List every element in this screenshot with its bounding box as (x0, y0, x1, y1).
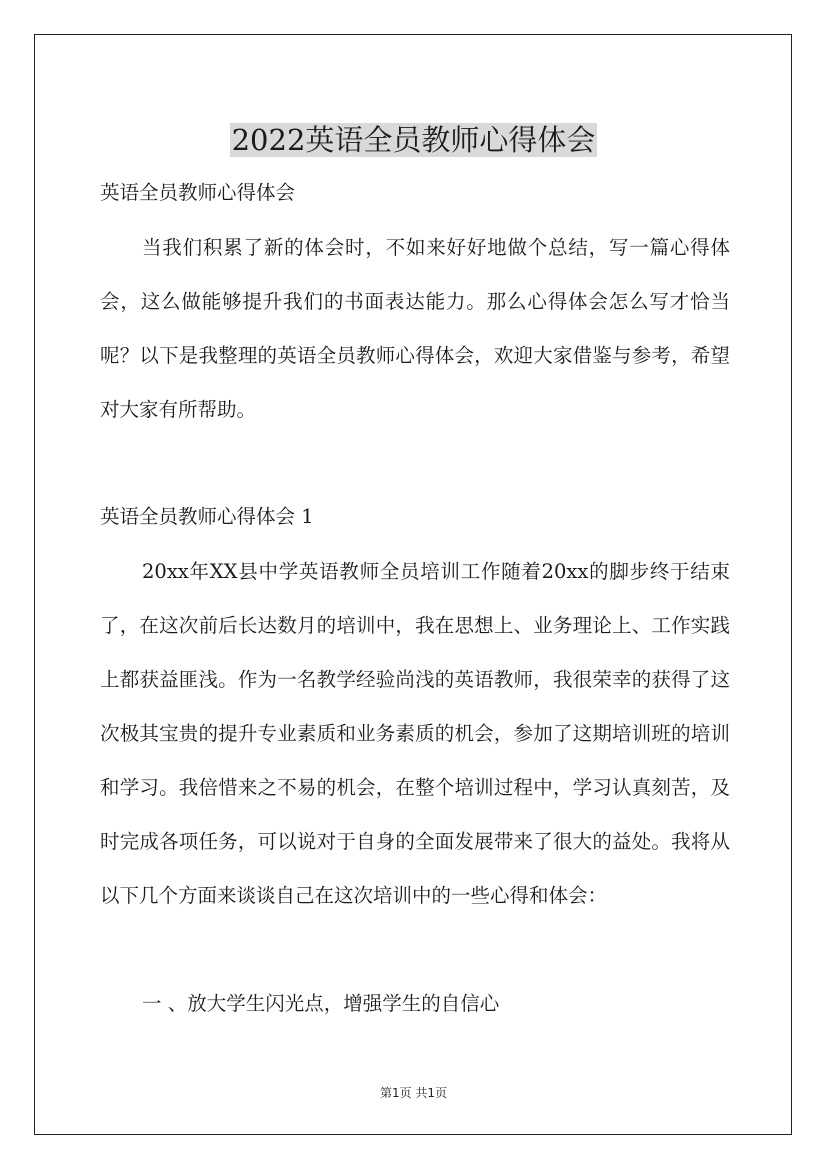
body-paragraph: 20xx年XX县中学英语教师全员培训工作随着20xx的脚步终于结束了，在这次前后长达数月的培训中，我在思想上、业务理论上、工作实践上都获益匪浅。作为一名教学经验尚浅的英语教师，我很荣幸的获得了这次极其宝贵的提升专业素质和业务素质的机会，参加了这期培训班的培训和学习。我倍惜来之不易的机会，在整个培训过程中，学习认真刻苦，及时完成各项任务，可以说对于自身的全面发展带来了很大的益处。我将从以下几个方面来谈谈自己在这次培训中的一些心得和体会： (100, 560, 730, 907)
page-footer: 第1页 共1页 (379, 1086, 448, 1100)
section-heading: 英语全员教师心得体会 1 (100, 505, 314, 528)
document-title (0, 120, 827, 160)
document-title-text: 2022英语全员教师心得体会 (231, 123, 596, 158)
document-subtitle: 英语全员教师心得体会 (100, 181, 296, 204)
intro-paragraph: 当我们积累了新的体会时，不如来好好地做个总结，写一篇心得体会，这么做能够提升我们的书面表达能力。那么心得体会怎么写才恰当呢？以下是我整理的英语全员教师心得体会，欢迎大家借鉴与参考，希望对大家有所帮助。 (100, 236, 730, 421)
point-heading: 一 、放大学生闪光点，增强学生的自信心 (142, 992, 500, 1015)
